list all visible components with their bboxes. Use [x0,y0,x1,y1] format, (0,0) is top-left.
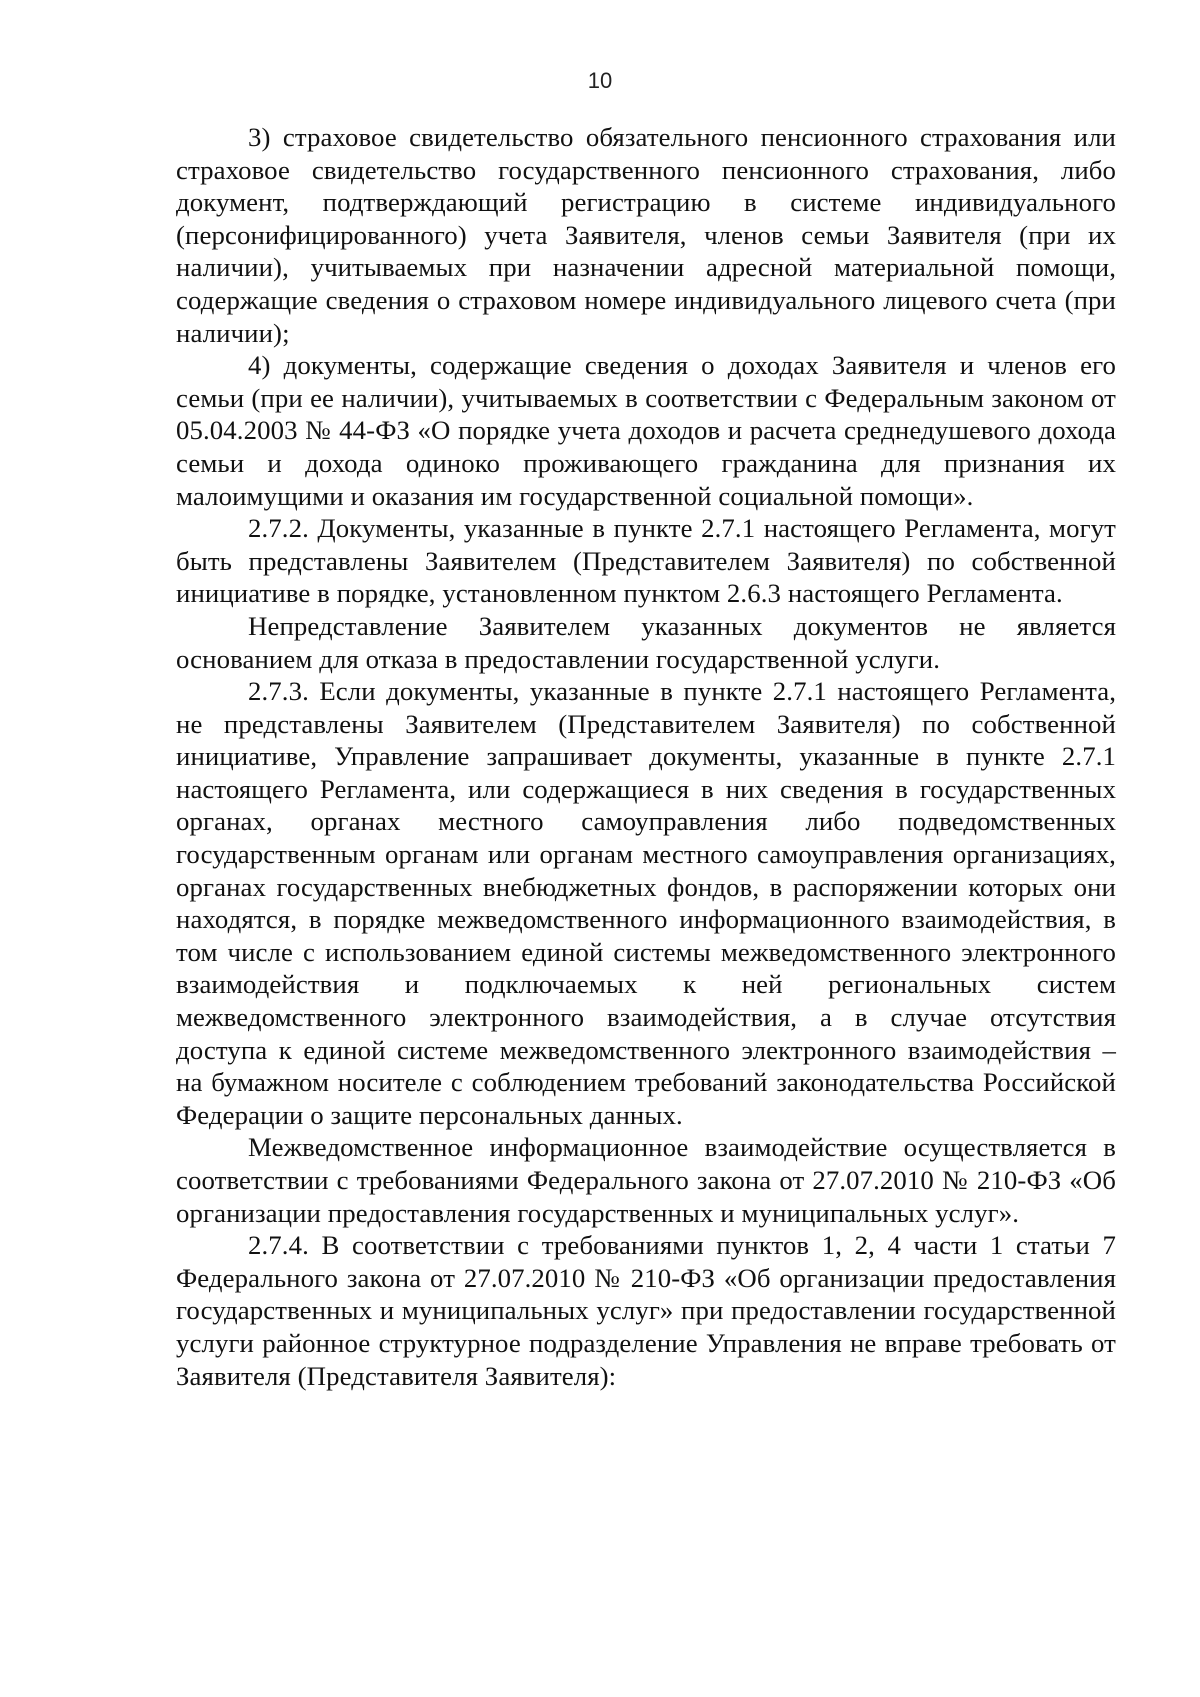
paragraph-interagency-interaction: Межведомственное информационное взаимодействие осуществляется в соответствии с требованиями Федерального закона от 27.07.2010 № 210-ФЗ «Об организации предоставления государственных и муниципальных услуг». [176,1132,1116,1228]
paragraph-2-7-4: 2.7.4. В соответствии с требованиями пунктов 1, 2, 4 части 1 статьи 7 Федерального закона от 27.07.2010 № 210-ФЗ «Об организации предоставления государственных и муниципальных услуг» при предоставлении государственной услуги районное структурное подразделение Управления не вправе требовать от Заявителя (Представителя Заявителя): [176,1230,1116,1391]
paragraph-non-submission: Непредставление Заявителем указанных документов не является основанием для отказа в предоставлении государственной услуги. [176,610,1116,674]
paragraph-2-7-2: 2.7.2. Документы, указанные в пункте 2.7.1 настоящего Регламента, могут быть представлены Заявителем (Представителем Заявителя) по собственной инициативе в порядке, установленном пунктом 2.6.3 настоящего Регламента. [176,513,1116,609]
paragraph-item-4-income-documents: 4) документы, содержащие сведения о доходах Заявителя и членов его семьи (при ее наличии), учитываемых в соответствии с Федеральным законом от 05.04.2003 № 44-ФЗ «О порядке учета доходов и расчета среднедушевого дохода семьи и дохода одиноко проживающего гражданина для признания их малоимущими и оказания им государственной социальной помощи». [176,350,1116,511]
paragraph-2-7-3: 2.7.3. Если документы, указанные в пункте 2.7.1 настоящего Регламента, не представлены Заявителем (Представителем Заявителя) по собственной инициативе, Управление запрашивает документы, указанные в пункте 2.7.1 настоящего Регламента, или содержащиеся в них сведения в государственных органах, органах местного самоуправления либо подведомственных государственным органам или органам местного самоуправления организациях, органах государственных внебюджетных фондов, в распоряжении которых они находятся, в порядке межведомственного информационного взаимодействия, в том числе с использованием единой системы межведомственного электронного взаимодействия и подключаемых к ней региональных систем межведомственного электронного взаимодействия, а в случае отсутствия доступа к единой системе межведомственного электронного взаимодействия – на бумажном носителе с соблюдением требований законодательства Российской Федерации о защите персональных данных. [176,676,1116,1130]
document-body [176,121,1116,1392]
page-number: 10 [587,68,613,93]
paragraph-item-3-insurance-certificate: 3) страховое свидетельство обязательного пенсионного страхования или страховое свидетельство государственного пенсионного страхования, либо документ, подтверждающий регистрацию в системе индивидуального (персонифицированного) учета Заявителя, членов семьи Заявителя (при их наличии), учитываемых при назначении адресной материальной помощи, содержащие сведения о страховом номере индивидуального лицевого счета (при наличии); [176,122,1116,348]
